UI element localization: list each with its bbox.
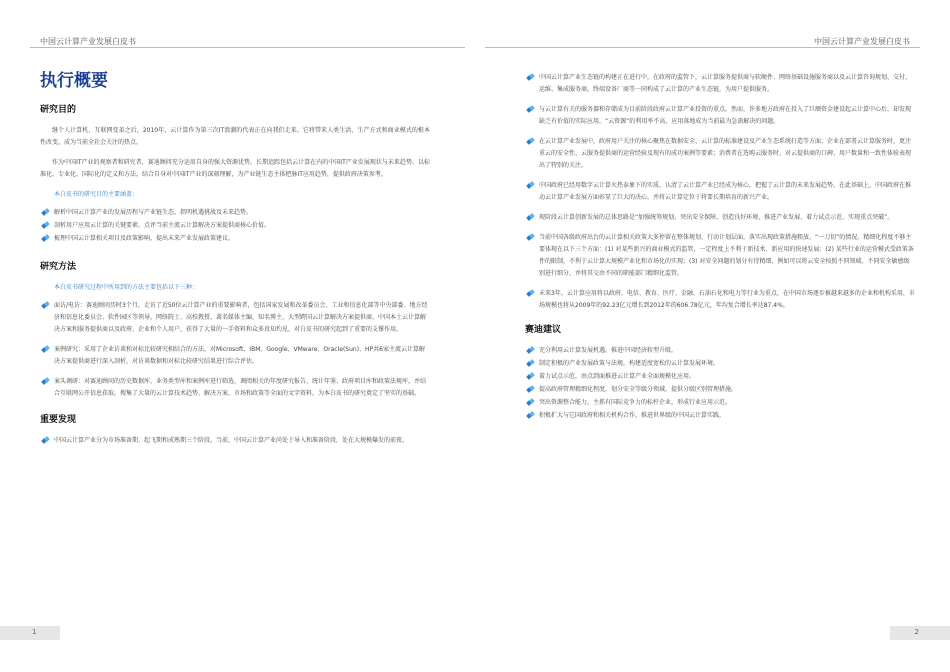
list-item	[525, 72, 915, 96]
list-item-text: 面访/电访：赛迪顾问历时3个月，走访了近50位云计算产业的重要影响者，包括国家发展和改革委员会、工业和信息化部等中央部委、地方经济和信息化委员会、软件园区等领导，网络院士、高校教授、著名媒体主编、知名博主、大型跨国云计算解决方案提供商、中国本土云计算解决方案和服务提供商以及政府、企业和个人用户，获得了大量的一手资料和众多真知灼见，对白皮书的研究起到了重要的支撑作用。	[54, 302, 428, 333]
diamond-bullet-icon	[42, 222, 49, 229]
list-item	[40, 376, 430, 400]
methods-list	[40, 300, 430, 400]
diamond-bullet-icon	[527, 214, 534, 221]
diamond-bullet-icon	[527, 290, 534, 297]
goals-intro: 本白皮书的研究目的主要涵盖：	[54, 191, 139, 198]
section-title-findings: 重要发现	[40, 415, 77, 425]
page-title: 执行概要	[40, 71, 108, 91]
diamond-bullet-icon	[527, 234, 534, 241]
goals-list	[40, 207, 430, 245]
footer-bar-left	[0, 626, 60, 640]
list-item-text: 着力试点示范，由点到面推进云计算产业全面规模化应用。	[539, 373, 696, 380]
list-item-text: 充分利用云计算发展机遇，推进中国经济转型升级。	[539, 347, 678, 354]
list-item	[40, 435, 430, 447]
list-item	[40, 233, 430, 245]
list-item-text: 提高政府管理精细化程度，划分安全等级分领域，提供分级区别管理措施。	[539, 386, 738, 393]
list-item	[40, 300, 430, 336]
list-item-text: 突出资源整合能力，主抓有国际竞争力的标杆企业，形成行业应用示范。	[539, 399, 732, 406]
list-item	[525, 212, 915, 224]
header-title-left: 中国云计算产业发展白皮书	[40, 37, 136, 46]
findings-list-right	[525, 72, 915, 312]
header-title-right: 中国云计算产业发展白皮书	[814, 37, 910, 46]
purpose-paragraph-1: 继个人计算机、互联网变革之后，2010年，云计算作为第三次IT浪潮的代表正在向我们走来。它将带来人类生活、生产方式和商业模式的根本性改变，成为当前全社会关注的热点。	[40, 127, 430, 146]
purpose-paragraph-2: 作为中国IT产业的观察者和研究者，赛迪顾问充分运用自身的强大资源优势，长期追踪包括云计算在内的中国IT产业发展现状与未来趋势。以标准化、专业化、国际化的定义和方法，结合自身对中国IT产业的深刻理解，为产业链生态主体把脉IT应用趋势，提供政府决策参考。	[40, 159, 430, 178]
diamond-bullet-icon	[42, 302, 49, 309]
list-item-text: 未来3年，云计算应用将以政府、电信、教育、医疗、金融、石油石化和电力等行业为重点，在中国市场逐步被越来越多的企业和机构采用，市场规模也将从2009年的92.23亿元增长到2012年的606.78亿元，年均复合增长率达87.4%。	[539, 290, 915, 309]
list-item	[525, 358, 915, 370]
list-item-text: 中国云计算产业生态链的构建正在进行中，在政府的监管下，云计算服务提供商与软硬件、网络基础设施服务商以及云计算咨询规划、交付、运维、集成服务商，终端设备厂商等一同构成了云计算的产业生态链，为用户提供服务。	[539, 74, 912, 93]
list-item	[525, 232, 915, 280]
diamond-bullet-icon	[527, 412, 534, 419]
diamond-bullet-icon	[527, 182, 534, 189]
list-item-text: 解析中国云计算产业的发展历程与产业链生态，指明机遇挑战及未来趋势。	[54, 209, 253, 216]
left-page-content	[40, 60, 430, 455]
list-item	[525, 397, 915, 409]
list-item	[40, 344, 430, 368]
section-title-purpose: 研究目的	[40, 105, 77, 115]
list-item-text: 现阶段云计算创新发展的总体思路是“加强统筹规划、突出安全保障、创造良好环境、推进产业发展、着力试点示范、实现重点突破”。	[539, 214, 894, 221]
list-item-text: 在云计算产业发展中，政府用户关注的核心聚焦在数据安全、云计算的标准建设及产业生态系统打造等方面；企业在部署云计算服务时，更注重云的安全性、云服务提供商的运营经验及现有的成功案例等要素；消费者在选购云服务时，对云提供商的口碑、用户数量和一致性体验表现出了特别的关注。	[539, 138, 912, 169]
diamond-bullet-icon	[527, 347, 534, 354]
list-item-text: 积极扩大与它国政府和相关机构合作，推进世界级的中国云计算实践。	[539, 412, 726, 419]
list-item	[525, 371, 915, 383]
diamond-bullet-icon	[42, 346, 49, 353]
list-item	[40, 220, 430, 232]
list-item-text: 中国云计算产业分为市场准备期、起飞期和成熟期三个阶段。当前，中国云计算产业尚处于导入和准备阶段，处在大规模爆发的前夜。	[54, 437, 409, 444]
diamond-bullet-icon	[527, 386, 534, 393]
list-item	[525, 345, 915, 357]
diamond-bullet-icon	[527, 373, 534, 380]
list-item	[525, 288, 915, 312]
diamond-bullet-icon	[527, 360, 534, 367]
list-item	[525, 136, 915, 172]
findings-list-left	[40, 435, 430, 447]
page-number-left: 1	[32, 628, 37, 636]
list-item-text: 与云计算有关的服务器和存储成为目前阶段政府云计算产业投资的重点。然而，许多地方政府在投入了巨额资金建设起云计算中心后，却发现缺乏有价值的实际应用，“云资源”的利用率不高，应用落地成为当前最为急需解决的问题。	[539, 106, 912, 125]
methods-intro: 本白皮书研究过程中所用到的方法主要包括以下三种：	[54, 284, 199, 291]
section-title-suggestions: 赛迪建议	[525, 325, 562, 335]
header-divider-right	[485, 47, 920, 48]
list-item	[525, 410, 915, 422]
list-item-text: 剖析用户应用云计算的关键要素，点评当前主流云计算解决方案提供商核心价值。	[54, 222, 271, 229]
list-item-text: 案例研究：采用了企业访谈和对标比较研究相结合的方法，对Microsoft、IBM、Google、VMware、Oracle(Sun)、HP共6家主流云计算解决方案提供商进行深入剖析，对访谈数据和对标比较研究结果进行综合评估。	[54, 346, 425, 365]
list-item	[525, 384, 915, 396]
list-item	[525, 104, 915, 128]
diamond-bullet-icon	[42, 378, 49, 385]
diamond-bullet-icon	[42, 235, 49, 242]
right-page-content	[525, 72, 915, 430]
section-title-methods: 研究方法	[40, 262, 77, 272]
diamond-bullet-icon	[527, 399, 534, 406]
list-item-text: 案头调研：对赛迪顾问的历史数据库、业务类型库和案例库进行筛选，调阅相关的年度研究报告、统计年鉴、政府项目库和政策法规库，并结合互联网公开信息获取，搜集了大量的云计算技术趋势、解决方案、市场和政策等全面的文字资料，为本白皮书的研究奠定了坚实的基础。	[54, 378, 427, 397]
list-item-text: 当前中国各级政府出台的云计算相关政策大多停留在整体规划、行动计划层面，落实出现政策措施粗放、“一刀切”的情况。精细化程度不够主要体现在以下三个方面：(1) 对某些新兴的商业模式的监管，一定程度上不利于新技术、新应用的快速发展；(2) 某些行业的运营模式受政策条件的限制，不利于云计算大规模产业化和市场化的实现；(3) 对安全问题的划分有待精细，例如可以将云安全按照不同领域、不同安全敏感级别进行细分，并将其交由不同的职能部门精细化监管。	[539, 234, 914, 277]
diamond-bullet-icon	[42, 437, 49, 444]
list-item-text: 制定积极的产业发展政策与法规，构建适度宽松的云计算发展环境。	[539, 360, 720, 367]
diamond-bullet-icon	[527, 106, 534, 113]
footer-bar-right	[890, 626, 950, 640]
list-item	[40, 207, 430, 219]
list-item	[525, 180, 915, 204]
header-divider-left	[30, 47, 465, 48]
diamond-bullet-icon	[527, 138, 534, 145]
diamond-bullet-icon	[527, 74, 534, 81]
list-item-text: 中国政府已经用数字云计算火热泰象下的实质，认清了云计算产业已经成为核心，把握了云计算的未来发展趋势。在此基础上，中国政府在推动云计算产业发展方面彰显了巨大的决心，并将云计算定位于将要长期培育的新兴产业。	[539, 182, 912, 201]
page-number-right: 2	[914, 628, 919, 636]
list-item-text: 梳理中国云计算相关项目及政策影响，提出未来产业发展政策建议。	[54, 235, 235, 242]
diamond-bullet-icon	[42, 209, 49, 216]
suggestions-list	[525, 345, 915, 422]
